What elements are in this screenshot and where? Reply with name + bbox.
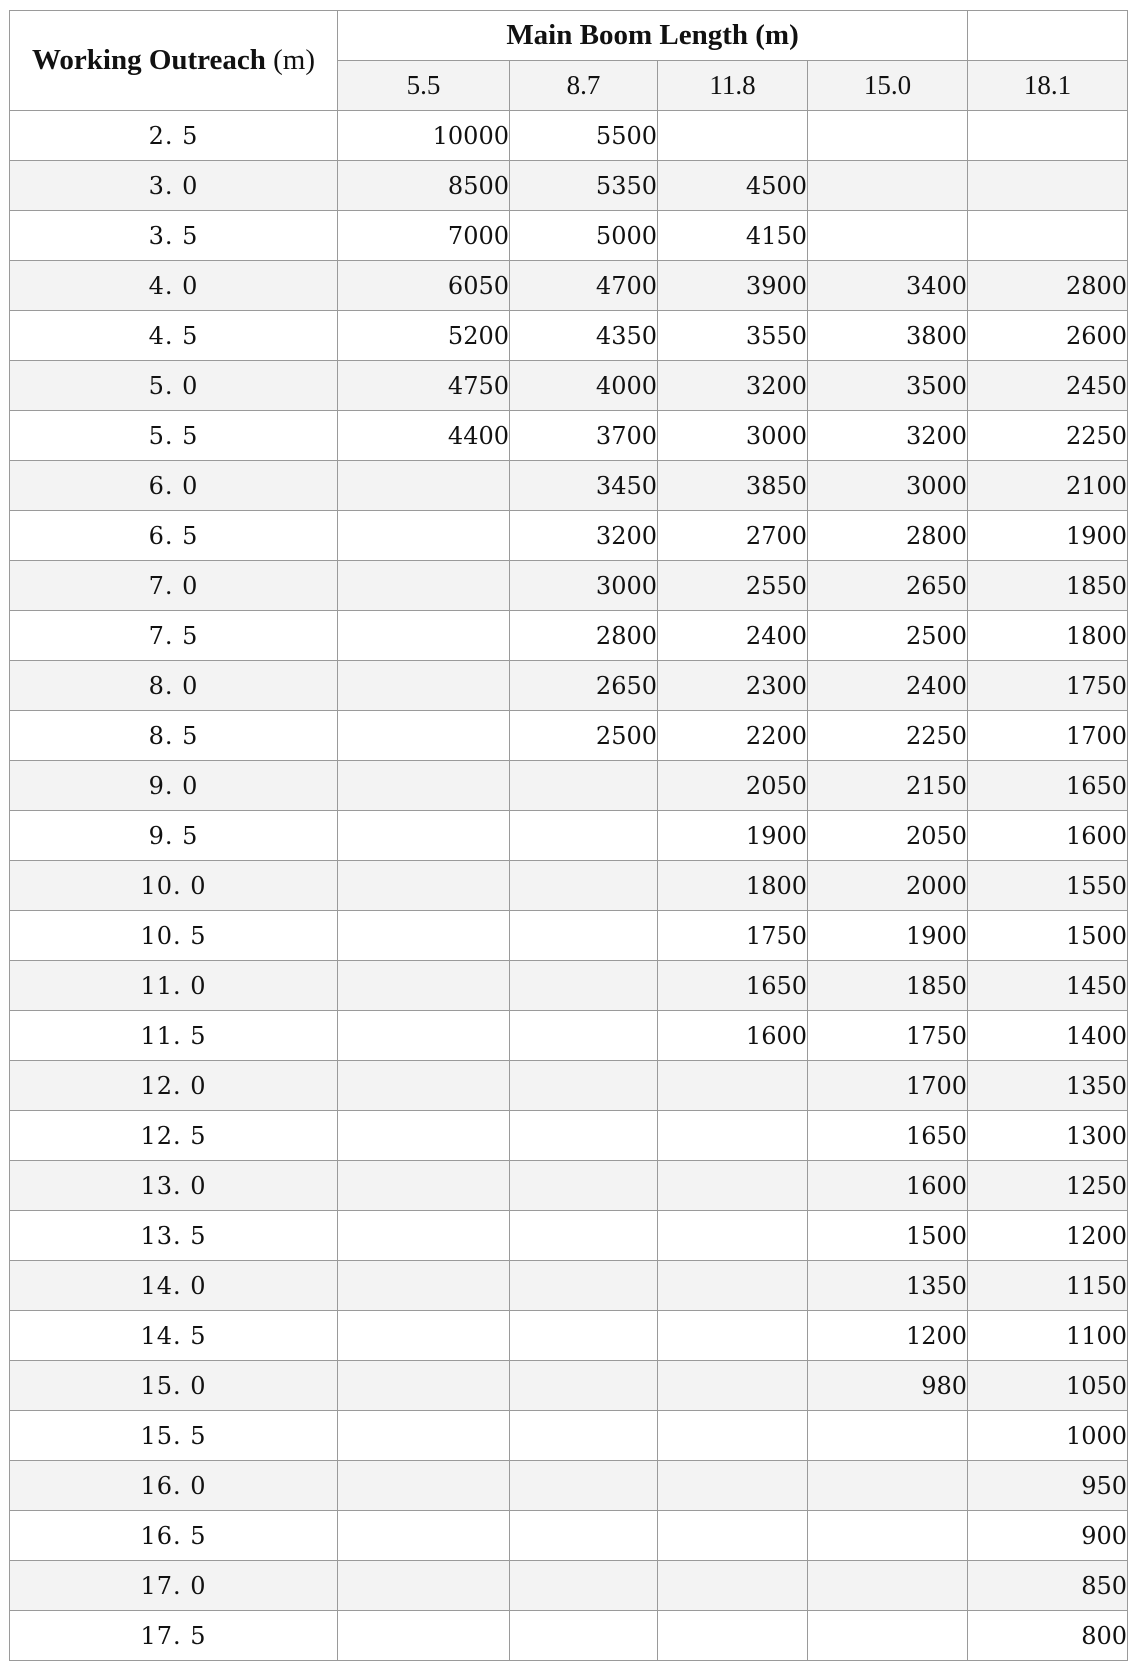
- table-row: [10, 1311, 1128, 1361]
- load-value-cell: 1800: [968, 611, 1128, 661]
- table-row: [10, 311, 1128, 361]
- load-value-cell: 1250: [968, 1161, 1128, 1211]
- load-value-cell: [338, 861, 510, 911]
- load-value-cell: 900: [968, 1511, 1128, 1561]
- table-row: [10, 1561, 1128, 1611]
- load-value-cell: [510, 1611, 658, 1661]
- load-value-cell: 3500: [808, 361, 968, 411]
- load-value-cell: [338, 1511, 510, 1561]
- load-value-cell: [658, 1361, 808, 1411]
- outreach-cell: 6. 0: [10, 461, 338, 511]
- load-value-cell: 2400: [658, 611, 808, 661]
- load-value-cell: 1600: [658, 1011, 808, 1061]
- table-row: [10, 511, 1128, 561]
- load-value-cell: 1650: [808, 1111, 968, 1161]
- load-value-cell: 1350: [968, 1061, 1128, 1111]
- load-value-cell: [338, 1561, 510, 1611]
- load-value-cell: 5000: [510, 211, 658, 261]
- working-outreach-header: [10, 11, 338, 111]
- load-value-cell: 3850: [658, 461, 808, 511]
- load-value-cell: [510, 1411, 658, 1461]
- load-value-cell: [338, 911, 510, 961]
- load-value-cell: [658, 1511, 808, 1561]
- load-value-cell: 2800: [808, 511, 968, 561]
- load-value-cell: [338, 1311, 510, 1361]
- load-value-cell: 8500: [338, 161, 510, 211]
- load-value-cell: 3800: [808, 311, 968, 361]
- table-row: [10, 661, 1128, 711]
- load-value-cell: 1900: [968, 511, 1128, 561]
- outreach-cell: 15. 5: [10, 1411, 338, 1461]
- outreach-cell: 9. 0: [10, 761, 338, 811]
- boom-length-8-7: 8.7: [510, 61, 658, 111]
- load-value-cell: [510, 1261, 658, 1311]
- load-value-cell: [510, 761, 658, 811]
- table-row: [10, 811, 1128, 861]
- boom-length-18-1: 18.1: [968, 61, 1128, 111]
- load-value-cell: 3000: [658, 411, 808, 461]
- load-value-cell: [510, 1461, 658, 1511]
- outreach-cell: 12. 5: [10, 1111, 338, 1161]
- load-value-cell: 2700: [658, 511, 808, 561]
- load-value-cell: 4350: [510, 311, 658, 361]
- outreach-cell: 17. 5: [10, 1611, 338, 1661]
- outreach-cell: 3. 0: [10, 161, 338, 211]
- load-value-cell: 4750: [338, 361, 510, 411]
- load-value-cell: 4700: [510, 261, 658, 311]
- load-value-cell: 3200: [510, 511, 658, 561]
- load-value-cell: [510, 961, 658, 1011]
- main-boom-length-header: [338, 11, 968, 61]
- load-value-cell: 2800: [968, 261, 1128, 311]
- load-value-cell: 3000: [510, 561, 658, 611]
- load-value-cell: 1650: [968, 761, 1128, 811]
- header-blank-cell: [968, 11, 1128, 61]
- load-value-cell: [510, 811, 658, 861]
- load-value-cell: [658, 1061, 808, 1111]
- table-row: [10, 1111, 1128, 1161]
- load-value-cell: 1500: [808, 1211, 968, 1261]
- load-value-cell: [510, 1561, 658, 1611]
- table-row: [10, 1411, 1128, 1461]
- outreach-cell: 6. 5: [10, 511, 338, 561]
- outreach-cell: 12. 0: [10, 1061, 338, 1111]
- load-value-cell: 1900: [808, 911, 968, 961]
- load-value-cell: 7000: [338, 211, 510, 261]
- load-value-cell: [968, 211, 1128, 261]
- boom-length-5-5: 5.5: [338, 61, 510, 111]
- main-boom-length-title: Main Boom Length: [506, 19, 748, 51]
- load-value-cell: [808, 1561, 968, 1611]
- load-value-cell: 1600: [808, 1161, 968, 1211]
- load-value-cell: [510, 1211, 658, 1261]
- load-value-cell: 3700: [510, 411, 658, 461]
- load-value-cell: 2150: [808, 761, 968, 811]
- load-value-cell: 2000: [808, 861, 968, 911]
- table-row: [10, 361, 1128, 411]
- load-value-cell: [510, 1061, 658, 1111]
- load-value-cell: 2050: [658, 761, 808, 811]
- outreach-cell: 3. 5: [10, 211, 338, 261]
- load-value-cell: [658, 1111, 808, 1161]
- load-value-cell: 3200: [808, 411, 968, 461]
- load-value-cell: 1650: [658, 961, 808, 1011]
- table-body: [10, 111, 1128, 1661]
- outreach-cell: 14. 0: [10, 1261, 338, 1311]
- load-value-cell: 4000: [510, 361, 658, 411]
- load-value-cell: 2650: [510, 661, 658, 711]
- load-value-cell: [658, 1611, 808, 1661]
- outreach-cell: 11. 5: [10, 1011, 338, 1061]
- load-value-cell: 2550: [658, 561, 808, 611]
- load-value-cell: [658, 1161, 808, 1211]
- load-value-cell: [510, 911, 658, 961]
- load-value-cell: 3900: [658, 261, 808, 311]
- load-value-cell: 4150: [658, 211, 808, 261]
- outreach-cell: 9. 5: [10, 811, 338, 861]
- load-value-cell: 2250: [808, 711, 968, 761]
- load-value-cell: [510, 1511, 658, 1561]
- outreach-cell: 14. 5: [10, 1311, 338, 1361]
- load-value-cell: [338, 661, 510, 711]
- load-value-cell: [808, 161, 968, 211]
- load-value-cell: [658, 1461, 808, 1511]
- load-value-cell: [658, 1311, 808, 1361]
- load-value-cell: 2100: [968, 461, 1128, 511]
- table-row: [10, 861, 1128, 911]
- load-value-cell: [510, 861, 658, 911]
- load-value-cell: 1100: [968, 1311, 1128, 1361]
- table-row: [10, 411, 1128, 461]
- table-row: [10, 1611, 1128, 1661]
- load-value-cell: [338, 1411, 510, 1461]
- load-value-cell: [968, 111, 1128, 161]
- load-value-cell: 2500: [510, 711, 658, 761]
- load-value-cell: 1850: [808, 961, 968, 1011]
- load-value-cell: 850: [968, 1561, 1128, 1611]
- load-value-cell: 1900: [658, 811, 808, 861]
- load-value-cell: [808, 111, 968, 161]
- outreach-cell: 11. 0: [10, 961, 338, 1011]
- table-row: [10, 1361, 1128, 1411]
- load-value-cell: 5350: [510, 161, 658, 211]
- table-row: [10, 261, 1128, 311]
- load-value-cell: 1350: [808, 1261, 968, 1311]
- load-value-cell: [338, 561, 510, 611]
- table-header: [10, 11, 1128, 111]
- table-row: [10, 1011, 1128, 1061]
- table-row: [10, 761, 1128, 811]
- table-row: [10, 711, 1128, 761]
- load-value-cell: 1750: [968, 661, 1128, 711]
- load-value-cell: 4400: [338, 411, 510, 461]
- outreach-cell: 10. 5: [10, 911, 338, 961]
- table-row: [10, 1511, 1128, 1561]
- table-row: [10, 1211, 1128, 1261]
- main-boom-length-unit: (m): [755, 19, 799, 51]
- load-value-cell: 2050: [808, 811, 968, 861]
- load-value-cell: [338, 1461, 510, 1511]
- load-value-cell: [338, 961, 510, 1011]
- load-value-cell: 1000: [968, 1411, 1128, 1461]
- load-value-cell: [658, 111, 808, 161]
- outreach-cell: 5. 0: [10, 361, 338, 411]
- load-value-cell: [338, 1061, 510, 1111]
- load-value-cell: [338, 1111, 510, 1161]
- load-value-cell: [808, 1611, 968, 1661]
- outreach-cell: 16. 0: [10, 1461, 338, 1511]
- load-value-cell: [658, 1211, 808, 1261]
- load-value-cell: [808, 1511, 968, 1561]
- outreach-cell: 8. 0: [10, 661, 338, 711]
- load-value-cell: 950: [968, 1461, 1128, 1511]
- load-value-cell: [808, 1411, 968, 1461]
- load-value-cell: [338, 711, 510, 761]
- table-row: [10, 1461, 1128, 1511]
- load-value-cell: 800: [968, 1611, 1128, 1661]
- load-value-cell: [658, 1561, 808, 1611]
- outreach-cell: 2. 5: [10, 111, 338, 161]
- load-value-cell: 1150: [968, 1261, 1128, 1311]
- load-value-cell: [658, 1411, 808, 1461]
- load-value-cell: 3400: [808, 261, 968, 311]
- load-value-cell: [808, 1461, 968, 1511]
- load-value-cell: 2600: [968, 311, 1128, 361]
- load-value-cell: [338, 1161, 510, 1211]
- outreach-cell: 7. 0: [10, 561, 338, 611]
- load-value-cell: 5500: [510, 111, 658, 161]
- outreach-cell: 16. 5: [10, 1511, 338, 1561]
- load-value-cell: [510, 1011, 658, 1061]
- load-value-cell: 1200: [808, 1311, 968, 1361]
- load-value-cell: 980: [808, 1361, 968, 1411]
- load-value-cell: [338, 611, 510, 661]
- table-row: [10, 1061, 1128, 1111]
- boom-length-15-0: 15.0: [808, 61, 968, 111]
- outreach-cell: 5. 5: [10, 411, 338, 461]
- load-value-cell: 6050: [338, 261, 510, 311]
- load-value-cell: 2250: [968, 411, 1128, 461]
- load-value-cell: [510, 1311, 658, 1361]
- load-value-cell: 3000: [808, 461, 968, 511]
- load-value-cell: 2650: [808, 561, 968, 611]
- outreach-cell: 10. 0: [10, 861, 338, 911]
- load-value-cell: [510, 1161, 658, 1211]
- load-value-cell: [338, 761, 510, 811]
- outreach-cell: 4. 0: [10, 261, 338, 311]
- load-value-cell: 1200: [968, 1211, 1128, 1261]
- load-value-cell: 1800: [658, 861, 808, 911]
- load-value-cell: [338, 1611, 510, 1661]
- table-row: [10, 911, 1128, 961]
- load-value-cell: 3550: [658, 311, 808, 361]
- load-value-cell: 2500: [808, 611, 968, 661]
- outreach-cell: 17. 0: [10, 1561, 338, 1611]
- table-row: [10, 461, 1128, 511]
- load-value-cell: 1850: [968, 561, 1128, 611]
- load-value-cell: [338, 811, 510, 861]
- load-chart-table: [9, 10, 1128, 1661]
- load-value-cell: 4500: [658, 161, 808, 211]
- load-value-cell: [338, 1361, 510, 1411]
- table-row: [10, 1161, 1128, 1211]
- load-value-cell: 1750: [808, 1011, 968, 1061]
- load-value-cell: 1550: [968, 861, 1128, 911]
- load-value-cell: 5200: [338, 311, 510, 361]
- load-value-cell: 2450: [968, 361, 1128, 411]
- table-row: [10, 611, 1128, 661]
- load-value-cell: [968, 161, 1128, 211]
- load-value-cell: [338, 1011, 510, 1061]
- table-row: [10, 161, 1128, 211]
- load-value-cell: [338, 1211, 510, 1261]
- load-value-cell: 10000: [338, 111, 510, 161]
- outreach-cell: 8. 5: [10, 711, 338, 761]
- load-value-cell: [808, 211, 968, 261]
- outreach-cell: 13. 0: [10, 1161, 338, 1211]
- outreach-cell: 4. 5: [10, 311, 338, 361]
- load-value-cell: 2300: [658, 661, 808, 711]
- load-value-cell: 1300: [968, 1111, 1128, 1161]
- load-value-cell: 1050: [968, 1361, 1128, 1411]
- load-value-cell: 2400: [808, 661, 968, 711]
- working-outreach-title: Working Outreach: [31, 44, 266, 76]
- load-value-cell: 3200: [658, 361, 808, 411]
- table-row: [10, 1261, 1128, 1311]
- table-row: [10, 111, 1128, 161]
- load-value-cell: 3450: [510, 461, 658, 511]
- outreach-cell: 13. 5: [10, 1211, 338, 1261]
- table-row: [10, 211, 1128, 261]
- load-value-cell: [338, 511, 510, 561]
- table-row: [10, 561, 1128, 611]
- load-value-cell: [510, 1111, 658, 1161]
- load-value-cell: [338, 461, 510, 511]
- table-row: [10, 961, 1128, 1011]
- load-value-cell: [510, 1361, 658, 1411]
- outreach-cell: 7. 5: [10, 611, 338, 661]
- load-value-cell: 1750: [658, 911, 808, 961]
- working-outreach-unit: (m): [273, 44, 316, 76]
- load-value-cell: [658, 1261, 808, 1311]
- load-value-cell: 1700: [968, 711, 1128, 761]
- load-value-cell: 2200: [658, 711, 808, 761]
- load-value-cell: 2800: [510, 611, 658, 661]
- load-value-cell: [338, 1261, 510, 1311]
- load-value-cell: 1500: [968, 911, 1128, 961]
- load-value-cell: 1600: [968, 811, 1128, 861]
- load-value-cell: 1700: [808, 1061, 968, 1111]
- load-value-cell: 1400: [968, 1011, 1128, 1061]
- outreach-cell: 15. 0: [10, 1361, 338, 1411]
- boom-length-11-8: 11.8: [658, 61, 808, 111]
- load-value-cell: 1450: [968, 961, 1128, 1011]
